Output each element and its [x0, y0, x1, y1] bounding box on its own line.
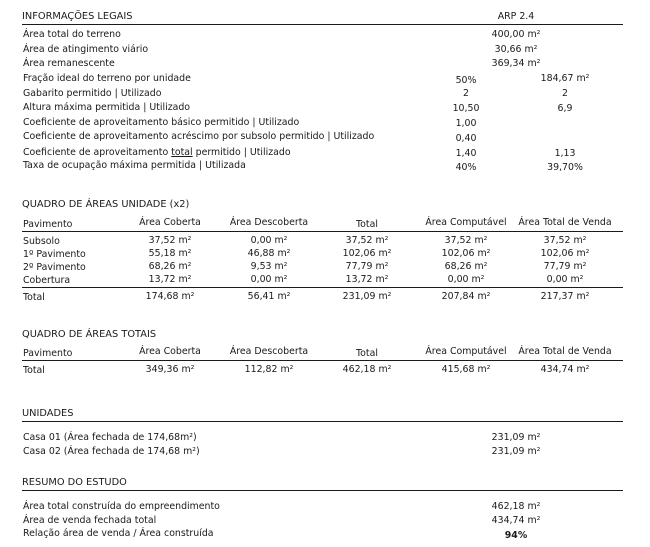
- table-cell: 77,79 m²: [543, 261, 587, 272]
- legal-row-value: 400,00 m²: [491, 29, 541, 40]
- total-areas-header: Área Computável: [425, 346, 507, 357]
- table-cell: 55,18 m²: [148, 248, 192, 259]
- legal-row-label: Fração ideal do terreno por unidade: [23, 73, 191, 84]
- table-cell: 37,52 m²: [543, 235, 587, 246]
- legal-row-value-used: 1,13: [554, 148, 576, 159]
- legal-row-value-permitted: 0,40: [455, 133, 477, 144]
- unit-areas-header: Área Descoberta: [229, 217, 309, 228]
- unit-row-label: Casa 02 (Área fechada de 174,68 m²): [23, 446, 200, 457]
- table-total-cell: 112,82 m²: [244, 364, 294, 375]
- table-cell: 13,72 m²: [148, 274, 192, 285]
- total-areas-title: QUADRO DE ÁREAS TOTAIS: [22, 329, 157, 340]
- table-cell: 102,06 m²: [540, 248, 590, 259]
- unit-areas-title: QUADRO DE ÁREAS UNIDADE (x2): [22, 199, 190, 210]
- legal-ref: ARP 2.4: [497, 11, 535, 22]
- table-cell: 68,26 m²: [148, 261, 192, 272]
- summary-row-label: Relação área de venda / Área construída: [23, 528, 214, 539]
- legal-row-label: Coeficiente de aproveitamento básico permitido | Utilizado: [23, 117, 300, 128]
- legal-row-label: Altura máxima permitida | Utilizado: [23, 102, 191, 113]
- unit-areas-total-divider: [22, 287, 623, 288]
- legal-title: INFORMAÇÕES LEGAIS: [22, 11, 133, 22]
- total-areas-header: Área Total de Venda: [518, 346, 612, 357]
- table-row-floor: 2º Pavimento: [23, 262, 86, 273]
- table-cell: 0,00 m²: [447, 274, 485, 285]
- legal-row-value: 369,34 m²: [491, 58, 541, 69]
- table-total-cell: 415,68 m²: [441, 364, 491, 375]
- table-row-floor: 1º Pavimento: [23, 249, 86, 260]
- summary-row-label: Área de venda fechada total: [23, 515, 157, 526]
- unit-areas-header-divider: [22, 231, 623, 232]
- legal-divider: [22, 24, 623, 25]
- units-divider: [22, 421, 623, 422]
- table-total-cell: 462,18 m²: [342, 364, 392, 375]
- legal-row-label: Área de atingimento viário: [23, 44, 149, 55]
- table-total-cell: 434,74 m²: [540, 364, 590, 375]
- legal-row-value-permitted: 2: [463, 88, 469, 99]
- legal-row-label: Coeficiente de aproveitamento total permitido | Utilizado: [23, 147, 291, 158]
- table-cell: 102,06 m²: [441, 248, 491, 259]
- legal-row-value-permitted: 1,00: [455, 118, 477, 129]
- unit-row-value: 231,09 m²: [491, 446, 541, 457]
- legal-row-value-used: 184,67 m²: [540, 73, 590, 84]
- legal-row-value-used: 2: [562, 88, 568, 99]
- table-cell: 9,53 m²: [250, 261, 288, 272]
- legal-row-value-used: 6,9: [557, 103, 573, 114]
- summary-row-value: 462,18 m²: [491, 501, 541, 512]
- unit-areas-header: Pavimento: [23, 219, 73, 230]
- summary-row-value: 434,74 m²: [491, 515, 541, 526]
- legal-row-value-permitted: 1,40: [455, 148, 477, 159]
- table-total-cell: 231,09 m²: [342, 291, 392, 302]
- total-areas-header: Pavimento: [23, 348, 73, 359]
- table-total-label: Total: [23, 292, 45, 303]
- unit-areas-header: Área Coberta: [139, 217, 201, 228]
- table-row-floor: Subsolo: [23, 236, 60, 247]
- table-row-floor: Cobertura: [23, 275, 71, 286]
- unit-row-value: 231,09 m²: [491, 432, 541, 443]
- legal-row-label: Gabarito permitido | Utilizado: [23, 88, 162, 99]
- table-total-label: Total: [23, 365, 45, 376]
- table-cell: 46,88 m²: [247, 248, 291, 259]
- legal-row-label: Área remanescente: [23, 58, 115, 69]
- total-areas-header: Área Descoberta: [229, 346, 309, 357]
- unit-row-label: Casa 01 (Área fechada de 174,68m²): [23, 432, 197, 443]
- legal-row-value-permitted: 10,50: [452, 103, 480, 114]
- table-cell: 37,52 m²: [444, 235, 488, 246]
- table-cell: 0,00 m²: [250, 274, 288, 285]
- unit-areas-header: Total: [356, 219, 378, 230]
- summary-ratio-value: 94%: [504, 530, 528, 541]
- total-areas-header-divider: [22, 360, 623, 361]
- legal-row-value: 30,66 m²: [494, 44, 538, 55]
- table-total-cell: 56,41 m²: [247, 291, 291, 302]
- legal-row-label: Área total do terreno: [23, 29, 121, 40]
- unit-areas-header: Área Total de Venda: [518, 217, 612, 228]
- legal-row-label: Coeficiente de aproveitamento acréscimo por subsolo permitido | Utilizado: [23, 131, 375, 142]
- unit-areas-header: Área Computável: [425, 217, 507, 228]
- table-total-cell: 174,68 m²: [145, 291, 195, 302]
- table-cell: 102,06 m²: [342, 248, 392, 259]
- summary-divider: [22, 490, 623, 491]
- total-areas-header: Total: [356, 348, 378, 359]
- table-total-cell: 207,84 m²: [441, 291, 491, 302]
- legal-row-value-used: 39,70%: [547, 162, 583, 173]
- table-cell: 77,79 m²: [345, 261, 389, 272]
- table-cell: 0,00 m²: [546, 274, 584, 285]
- legal-row-value-permitted: 40%: [455, 162, 477, 173]
- table-total-cell: 349,36 m²: [145, 364, 195, 375]
- legal-row-label: Taxa de ocupação máxima permitida | Utilizada: [23, 160, 246, 171]
- summary-title: RESUMO DO ESTUDO: [22, 477, 127, 488]
- table-total-cell: 217,37 m²: [540, 291, 590, 302]
- legal-row-value-permitted: 50%: [455, 75, 477, 86]
- summary-row-label: Área total construída do empreendimento: [23, 501, 220, 512]
- table-cell: 37,52 m²: [148, 235, 192, 246]
- units-title: UNIDADES: [22, 408, 74, 419]
- total-areas-header: Área Coberta: [139, 346, 201, 357]
- table-cell: 13,72 m²: [345, 274, 389, 285]
- table-cell: 37,52 m²: [345, 235, 389, 246]
- table-cell: 0,00 m²: [250, 235, 288, 246]
- table-cell: 68,26 m²: [444, 261, 488, 272]
